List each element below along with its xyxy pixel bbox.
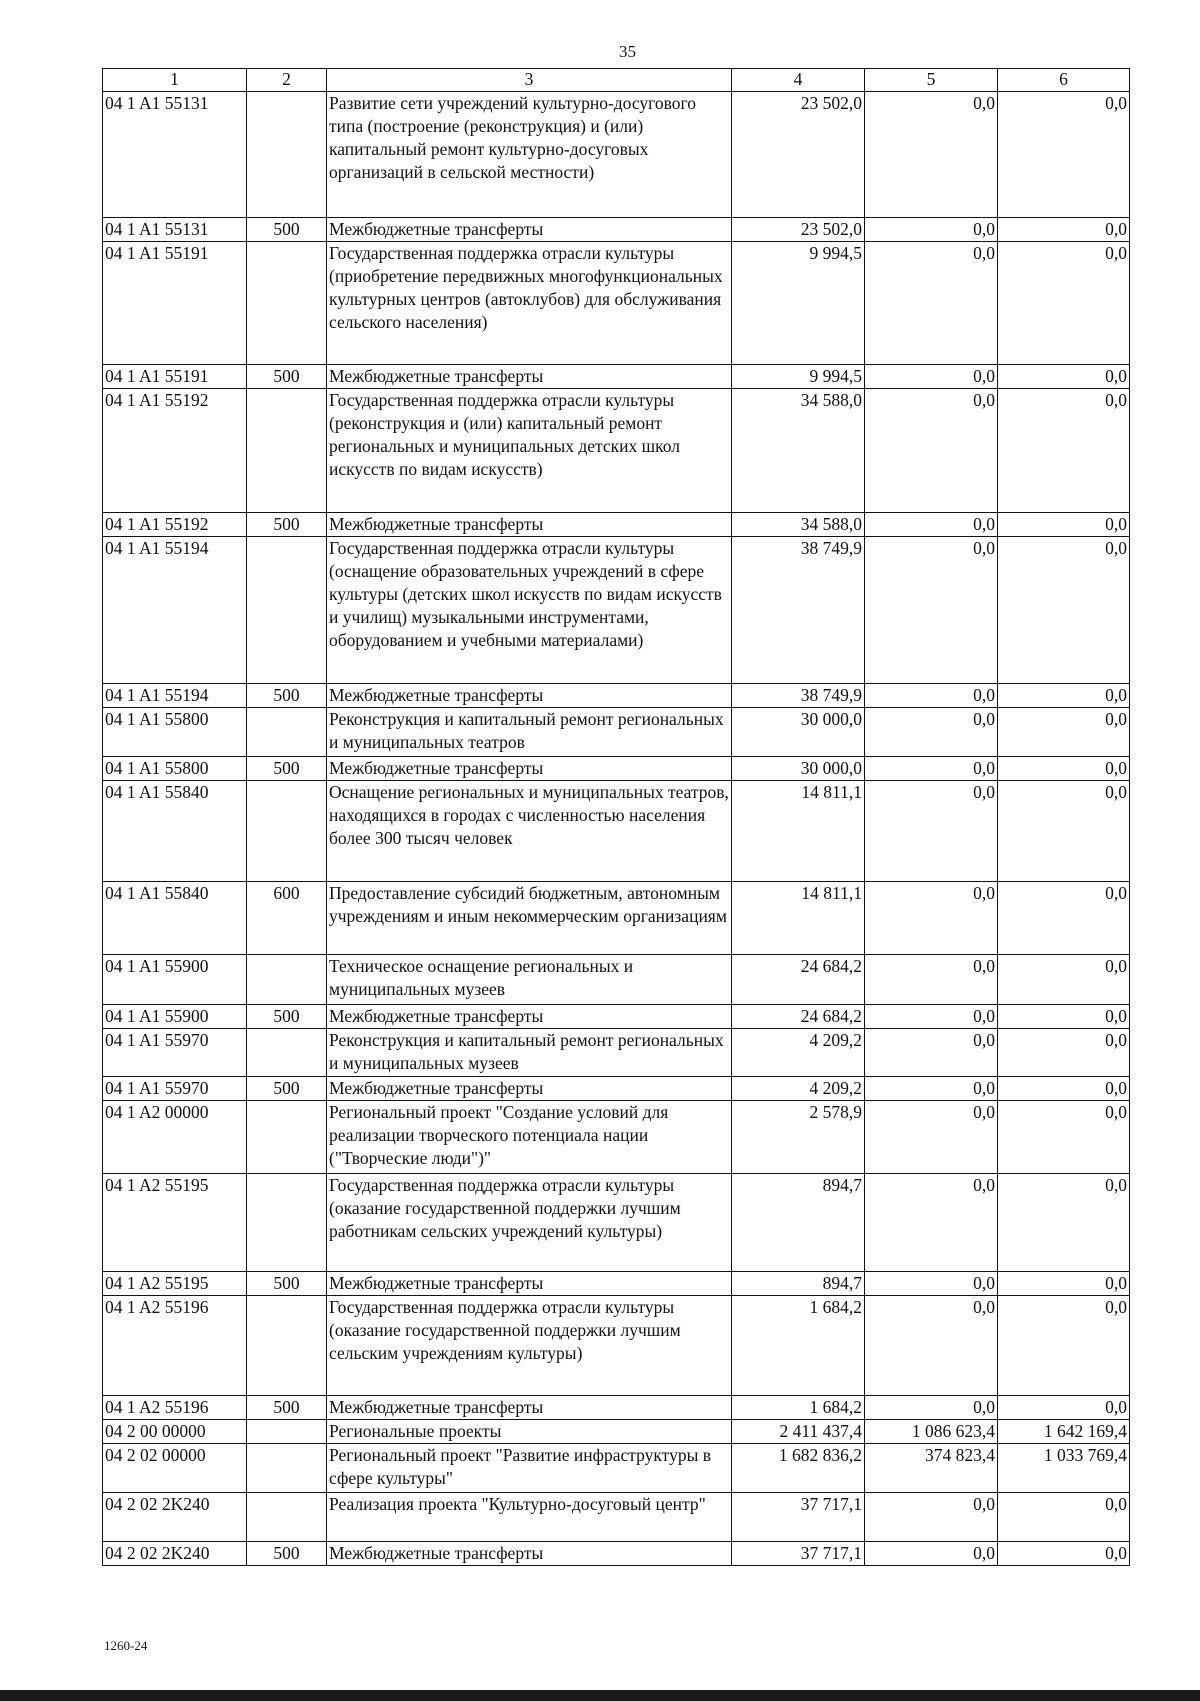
expense-type-cell xyxy=(247,92,327,218)
amount-col-5-cell: 0,0 xyxy=(865,1029,998,1077)
amount-col-5-cell: 0,0 xyxy=(865,1077,998,1101)
expense-type-cell xyxy=(247,1444,327,1493)
expense-type-cell: 500 xyxy=(247,1272,327,1296)
amount-col-4-cell: 2 411 437,4 xyxy=(732,1420,865,1444)
amount-col-6-cell: 0,0 xyxy=(998,92,1130,218)
amount-col-4-cell: 37 717,1 xyxy=(732,1542,865,1566)
name-cell: Межбюджетные трансферты xyxy=(327,1005,732,1029)
amount-col-6-cell: 0,0 xyxy=(998,537,1130,684)
name-cell: Государственная поддержка отрасли культуры (оказание государственной поддержки лучшим сельским учреждениям культуры) xyxy=(327,1296,732,1396)
name-cell: Государственная поддержка отрасли культуры (оказание государственной поддержки лучшим работникам сельских учреждений культуры) xyxy=(327,1174,732,1272)
amount-col-4-cell: 4 209,2 xyxy=(732,1077,865,1101)
code-cell: 04 1 A1 55840 xyxy=(103,882,247,955)
name-cell: Региональный проект "Создание условий для реализации творческого потенциала нации ("Творческие люди")" xyxy=(327,1101,732,1174)
amount-col-4-cell: 34 588,0 xyxy=(732,513,865,537)
amount-col-6-cell: 0,0 xyxy=(998,1005,1130,1029)
code-cell: 04 1 A1 55194 xyxy=(103,684,247,708)
expense-type-cell xyxy=(247,708,327,757)
amount-col-6-cell: 0,0 xyxy=(998,1396,1130,1420)
name-cell: Развитие сети учреждений культурно-досугового типа (построение (реконструкция) и (или) капитальный ремонт культурно-досуговых организаций в сельской местности) xyxy=(327,92,732,218)
code-cell: 04 2 00 00000 xyxy=(103,1420,247,1444)
amount-col-4-cell: 30 000,0 xyxy=(732,757,865,781)
expense-type-cell: 500 xyxy=(247,1542,327,1566)
amount-col-4-cell: 37 717,1 xyxy=(732,1493,865,1542)
budget-table xyxy=(102,68,1130,1566)
amount-col-4-cell: 1 684,2 xyxy=(732,1296,865,1396)
header-col-3: 3 xyxy=(327,69,732,92)
amount-col-5-cell: 0,0 xyxy=(865,1174,998,1272)
table-row xyxy=(103,757,1130,781)
name-cell: Межбюджетные трансферты xyxy=(327,1396,732,1420)
code-cell: 04 1 A1 55800 xyxy=(103,708,247,757)
amount-col-6-cell: 0,0 xyxy=(998,781,1130,882)
code-cell: 04 1 A1 55900 xyxy=(103,1005,247,1029)
name-cell: Межбюджетные трансферты xyxy=(327,757,732,781)
name-cell: Региональные проекты xyxy=(327,1420,732,1444)
amount-col-5-cell: 0,0 xyxy=(865,537,998,684)
amount-col-5-cell: 0,0 xyxy=(865,92,998,218)
amount-col-6-cell: 0,0 xyxy=(998,513,1130,537)
table-row xyxy=(103,684,1130,708)
name-cell: Реконструкция и капитальный ремонт региональных и муниципальных музеев xyxy=(327,1029,732,1077)
code-cell: 04 1 A1 55192 xyxy=(103,389,247,513)
name-cell: Реализация проекта "Культурно-досуговый центр" xyxy=(327,1493,732,1542)
amount-col-5-cell: 374 823,4 xyxy=(865,1444,998,1493)
code-cell: 04 1 A1 55800 xyxy=(103,757,247,781)
amount-col-5-cell: 0,0 xyxy=(865,1272,998,1296)
amount-col-6-cell: 0,0 xyxy=(998,1272,1130,1296)
expense-type-cell: 500 xyxy=(247,1396,327,1420)
amount-col-4-cell: 9 994,5 xyxy=(732,242,865,365)
amount-col-6-cell: 0,0 xyxy=(998,389,1130,513)
amount-col-6-cell: 1 033 769,4 xyxy=(998,1444,1130,1493)
amount-col-4-cell: 2 578,9 xyxy=(732,1101,865,1174)
expense-type-cell: 500 xyxy=(247,684,327,708)
table-row xyxy=(103,882,1130,955)
table-row xyxy=(103,1444,1130,1493)
table-row xyxy=(103,218,1130,242)
table-row xyxy=(103,365,1130,389)
header-col-2: 2 xyxy=(247,69,327,92)
amount-col-4-cell: 30 000,0 xyxy=(732,708,865,757)
code-cell: 04 1 A1 55840 xyxy=(103,781,247,882)
amount-col-6-cell: 0,0 xyxy=(998,242,1130,365)
table-row xyxy=(103,1077,1130,1101)
table-row xyxy=(103,1174,1130,1272)
code-cell: 04 1 A1 55194 xyxy=(103,537,247,684)
amount-col-4-cell: 24 684,2 xyxy=(732,955,865,1005)
amount-col-6-cell: 0,0 xyxy=(998,1077,1130,1101)
amount-col-6-cell: 0,0 xyxy=(998,1101,1130,1174)
table-row xyxy=(103,389,1130,513)
amount-col-4-cell: 24 684,2 xyxy=(732,1005,865,1029)
amount-col-4-cell: 23 502,0 xyxy=(732,218,865,242)
expense-type-cell xyxy=(247,1420,327,1444)
amount-col-6-cell: 0,0 xyxy=(998,1029,1130,1077)
scan-edge xyxy=(0,1690,1200,1701)
code-cell: 04 1 A2 55196 xyxy=(103,1396,247,1420)
header-row xyxy=(103,69,1130,92)
name-cell: Межбюджетные трансферты xyxy=(327,218,732,242)
name-cell: Государственная поддержка отрасли культуры (оснащение образовательных учреждений в сфере культуры (детских школ искусств по видам искусств и училищ) музыкальными инструментами, оборудованием и учебными материалами) xyxy=(327,537,732,684)
amount-col-5-cell: 0,0 xyxy=(865,684,998,708)
name-cell: Оснащение региональных и муниципальных театров, находящихся в городах с численностью населения более 300 тысяч человек xyxy=(327,781,732,882)
expense-type-cell xyxy=(247,1029,327,1077)
code-cell: 04 1 A1 55131 xyxy=(103,218,247,242)
name-cell: Государственная поддержка отрасли культуры (приобретение передвижных многофункциональных культурных центров (автоклубов) для обслуживания сельского населения) xyxy=(327,242,732,365)
amount-col-6-cell: 0,0 xyxy=(998,1174,1130,1272)
amount-col-5-cell: 0,0 xyxy=(865,1542,998,1566)
code-cell: 04 1 A1 55131 xyxy=(103,92,247,218)
amount-col-4-cell: 14 811,1 xyxy=(732,882,865,955)
expense-type-cell xyxy=(247,1174,327,1272)
expense-type-cell xyxy=(247,1101,327,1174)
amount-col-4-cell: 1 682 836,2 xyxy=(732,1444,865,1493)
expense-type-cell: 600 xyxy=(247,882,327,955)
expense-type-cell xyxy=(247,1296,327,1396)
amount-col-6-cell: 0,0 xyxy=(998,708,1130,757)
table-row xyxy=(103,1542,1130,1566)
code-cell: 04 1 A2 00000 xyxy=(103,1101,247,1174)
expense-type-cell xyxy=(247,955,327,1005)
name-cell: Межбюджетные трансферты xyxy=(327,1272,732,1296)
amount-col-6-cell: 0,0 xyxy=(998,684,1130,708)
code-cell: 04 2 02 00000 xyxy=(103,1444,247,1493)
code-cell: 04 1 A2 55195 xyxy=(103,1272,247,1296)
amount-col-5-cell: 0,0 xyxy=(865,1396,998,1420)
amount-col-6-cell: 0,0 xyxy=(998,882,1130,955)
amount-col-5-cell: 0,0 xyxy=(865,708,998,757)
amount-col-5-cell: 0,0 xyxy=(865,365,998,389)
name-cell: Межбюджетные трансферты xyxy=(327,1542,732,1566)
code-cell: 04 1 A1 55970 xyxy=(103,1029,247,1077)
table-row xyxy=(103,1029,1130,1077)
code-cell: 04 1 A2 55196 xyxy=(103,1296,247,1396)
amount-col-4-cell: 4 209,2 xyxy=(732,1029,865,1077)
amount-col-5-cell: 0,0 xyxy=(865,389,998,513)
expense-type-cell: 500 xyxy=(247,1077,327,1101)
amount-col-6-cell: 0,0 xyxy=(998,218,1130,242)
amount-col-5-cell: 1 086 623,4 xyxy=(865,1420,998,1444)
amount-col-5-cell: 0,0 xyxy=(865,513,998,537)
expense-type-cell: 500 xyxy=(247,513,327,537)
header-col-4: 4 xyxy=(732,69,865,92)
amount-col-4-cell: 38 749,9 xyxy=(732,684,865,708)
table-row xyxy=(103,955,1130,1005)
table-row xyxy=(103,708,1130,757)
header-col-1: 1 xyxy=(103,69,247,92)
expense-type-cell xyxy=(247,242,327,365)
expense-type-cell: 500 xyxy=(247,757,327,781)
name-cell: Предоставление субсидий бюджетным, автономным учреждениям и иным некоммерческим организациям xyxy=(327,882,732,955)
amount-col-5-cell: 0,0 xyxy=(865,882,998,955)
table-row xyxy=(103,513,1130,537)
amount-col-6-cell: 0,0 xyxy=(998,1542,1130,1566)
name-cell: Межбюджетные трансферты xyxy=(327,1077,732,1101)
table-row xyxy=(103,781,1130,882)
expense-type-cell xyxy=(247,781,327,882)
table-row xyxy=(103,92,1130,218)
amount-col-5-cell: 0,0 xyxy=(865,1101,998,1174)
table-row xyxy=(103,1396,1130,1420)
amount-col-4-cell: 34 588,0 xyxy=(732,389,865,513)
code-cell: 04 1 A1 55900 xyxy=(103,955,247,1005)
name-cell: Межбюджетные трансферты xyxy=(327,513,732,537)
table-row xyxy=(103,1272,1130,1296)
code-cell: 04 2 02 2K240 xyxy=(103,1542,247,1566)
expense-type-cell xyxy=(247,1493,327,1542)
code-cell: 04 1 A1 55191 xyxy=(103,365,247,389)
code-cell: 04 1 A1 55191 xyxy=(103,242,247,365)
amount-col-4-cell: 23 502,0 xyxy=(732,92,865,218)
amount-col-6-cell: 0,0 xyxy=(998,757,1130,781)
amount-col-4-cell: 9 994,5 xyxy=(732,365,865,389)
amount-col-6-cell: 0,0 xyxy=(998,1296,1130,1396)
expense-type-cell: 500 xyxy=(247,218,327,242)
header-col-6: 6 xyxy=(998,69,1130,92)
amount-col-5-cell: 0,0 xyxy=(865,1296,998,1396)
amount-col-5-cell: 0,0 xyxy=(865,955,998,1005)
name-cell: Техническое оснащение региональных и муниципальных музеев xyxy=(327,955,732,1005)
name-cell: Региональный проект "Развитие инфраструктуры в сфере культуры" xyxy=(327,1444,732,1493)
code-cell: 04 1 A1 55192 xyxy=(103,513,247,537)
expense-type-cell xyxy=(247,537,327,684)
amount-col-4-cell: 14 811,1 xyxy=(732,781,865,882)
name-cell: Государственная поддержка отрасли культуры (реконструкция и (или) капитальный ремонт региональных и муниципальных детских школ искусств по видам искусств) xyxy=(327,389,732,513)
document-code: 1260-24 xyxy=(104,1638,148,1653)
amount-col-4-cell: 894,7 xyxy=(732,1272,865,1296)
code-cell: 04 2 02 2K240 xyxy=(103,1493,247,1542)
amount-col-4-cell: 1 684,2 xyxy=(732,1396,865,1420)
table-row xyxy=(103,1420,1130,1444)
amount-col-4-cell: 894,7 xyxy=(732,1174,865,1272)
amount-col-5-cell: 0,0 xyxy=(865,1005,998,1029)
table-row xyxy=(103,537,1130,684)
amount-col-5-cell: 0,0 xyxy=(865,781,998,882)
name-cell: Межбюджетные трансферты xyxy=(327,684,732,708)
amount-col-6-cell: 0,0 xyxy=(998,1493,1130,1542)
amount-col-6-cell: 1 642 169,4 xyxy=(998,1420,1130,1444)
amount-col-4-cell: 38 749,9 xyxy=(732,537,865,684)
table-row xyxy=(103,1101,1130,1174)
table-body xyxy=(103,92,1130,1566)
amount-col-5-cell: 0,0 xyxy=(865,218,998,242)
code-cell: 04 1 A1 55970 xyxy=(103,1077,247,1101)
amount-col-5-cell: 0,0 xyxy=(865,242,998,365)
amount-col-6-cell: 0,0 xyxy=(998,365,1130,389)
expense-type-cell: 500 xyxy=(247,1005,327,1029)
page-number: 35 xyxy=(619,42,636,61)
amount-col-5-cell: 0,0 xyxy=(865,757,998,781)
table-row xyxy=(103,1493,1130,1542)
code-cell: 04 1 A2 55195 xyxy=(103,1174,247,1272)
expense-type-cell: 500 xyxy=(247,365,327,389)
amount-col-6-cell: 0,0 xyxy=(998,955,1130,1005)
expense-type-cell xyxy=(247,389,327,513)
table-row xyxy=(103,242,1130,365)
table-row xyxy=(103,1005,1130,1029)
table-row xyxy=(103,1296,1130,1396)
name-cell: Межбюджетные трансферты xyxy=(327,365,732,389)
amount-col-5-cell: 0,0 xyxy=(865,1493,998,1542)
name-cell: Реконструкция и капитальный ремонт региональных и муниципальных театров xyxy=(327,708,732,757)
header-col-5: 5 xyxy=(865,69,998,92)
